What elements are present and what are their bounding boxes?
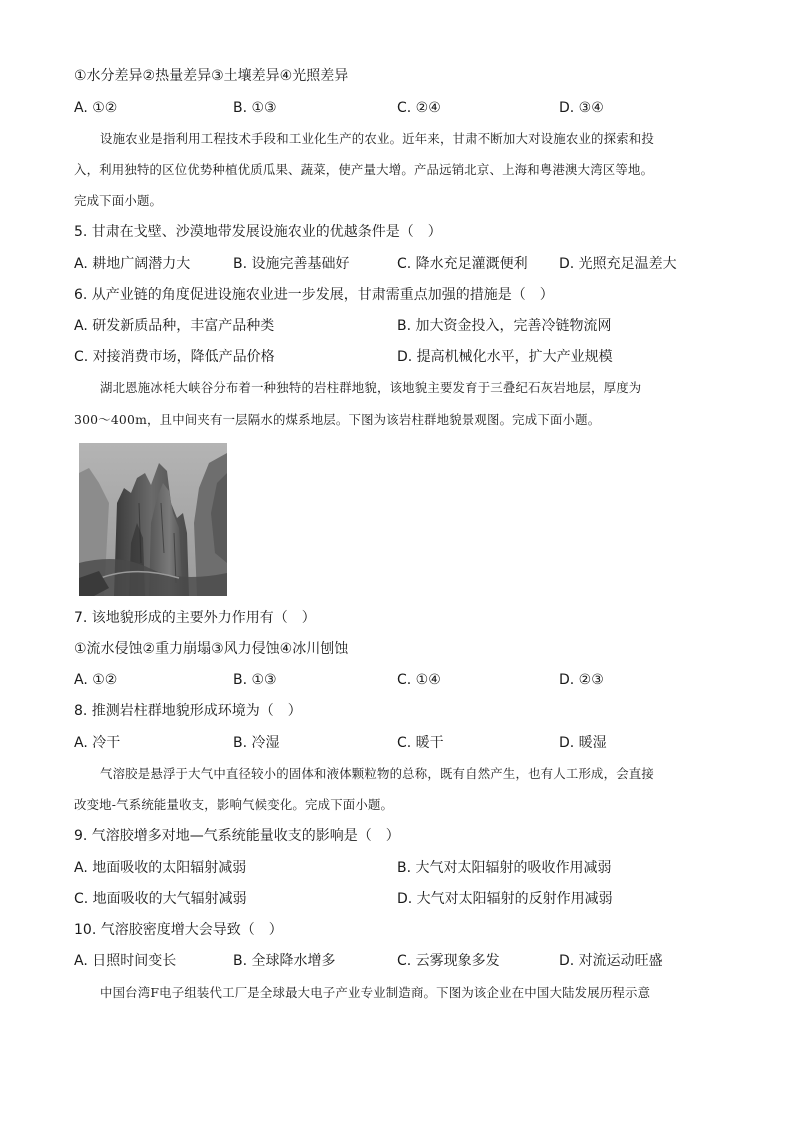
q7-stem: 7. 该地貌形成的主要外力作用有（ ） (74, 610, 316, 626)
q6-stem: 6. 从产业链的角度促进设施农业进一步发展，甘肃需重点加强的措施是（ ） (74, 287, 554, 303)
q7-option-a: A. ①② (74, 672, 118, 688)
rock-pillar-landscape-photo (79, 443, 227, 596)
q7-statements: ①流水侵蚀②重力崩塌③风力侵蚀④冰川刨蚀 (74, 641, 349, 657)
passage-gansu-line-2: 入，利用独特的区位优势种植优质瓜果、蔬菜，使产量大增。产品远销北京、上海和粤港澳大湾区等地。 (74, 162, 654, 177)
q5-option-a: A. 耕地广阔潜力大 (74, 256, 191, 272)
q4-option-b: B. ①③ (233, 100, 277, 116)
q9-option-c: C. 地面吸收的大气辐射减弱 (74, 891, 247, 907)
q6-options-row-1 (74, 317, 720, 335)
passage-gansu-line-3: 完成下面小题。 (74, 193, 163, 208)
q7-options (74, 671, 720, 689)
q6-option-d: D. 提高机械化水平，扩大产业规模 (397, 349, 613, 365)
q10-option-b: B. 全球降水增多 (233, 953, 336, 969)
q5-options (74, 255, 720, 273)
q10-options (74, 952, 720, 970)
q8-options (74, 734, 720, 752)
passage-hubei-line-1: 湖北恩施冰枆大峡谷分布着一种独特的岩柱群地貌，该地貌主要发育于三叠纪石灰岩地层，厚度为 (100, 380, 642, 395)
q9-options-row-2 (74, 890, 720, 908)
q5-option-c: C. 降水充足灌溉便利 (397, 256, 528, 272)
q4-options (74, 99, 720, 117)
q9-stem: 9. 气溶胶增多对地—气系统能量收支的影响是（ ） (74, 828, 400, 844)
q9-option-a: A. 地面吸收的太阳辐射减弱 (74, 860, 247, 876)
q4-option-d: D. ③④ (559, 100, 604, 116)
q6-options-row-2 (74, 348, 720, 366)
q6-option-b: B. 加大资金投入，完善冷链物流网 (397, 318, 612, 334)
q6-option-a: A. 研发新质品种，丰富产品种类 (74, 318, 275, 334)
q10-option-a: A. 日照时间变长 (74, 953, 177, 969)
q8-option-d: D. 暖湿 (559, 735, 607, 751)
passage-hubei-line-2: 300～400m，且中间夹有一层隔水的煤系地层。下图为该岩柱群地貌景观图。完成下面小题。 (74, 412, 601, 427)
passage-foxconn-line-1: 中国台湾F电子组装代工厂是全球最大电子产业专业制造商。下图为该企业在中国大陆发展历程示意 (100, 985, 651, 1000)
q10-option-d: D. 对流运动旺盛 (559, 953, 663, 969)
q8-option-a: A. 冷干 (74, 735, 121, 751)
q10-stem: 10. 气溶胶密度增大会导致（ ） (74, 922, 283, 938)
q5-option-b: B. 设施完善基础好 (233, 256, 350, 272)
passage-gansu-line-1: 设施农业是指利用工程技术手段和工业化生产的农业。近年来，甘肃不断加大对设施农业的探索和投 (100, 131, 654, 146)
q6-option-c: C. 对接消费市场，降低产品价格 (74, 349, 275, 365)
q4-statements: ①水分差异②热量差异③土壤差异④光照差异 (74, 68, 349, 84)
q7-option-c: C. ①④ (397, 672, 441, 688)
q5-stem: 5. 甘肃在戈壁、沙漠地带发展设施农业的优越条件是（ ） (74, 224, 442, 240)
q8-option-c: C. 暖干 (397, 735, 444, 751)
q7-option-d: D. ②③ (559, 672, 604, 688)
q10-option-c: C. 云雾现象多发 (397, 953, 500, 969)
q4-option-c: C. ②④ (397, 100, 441, 116)
q8-option-b: B. 冷湿 (233, 735, 280, 751)
passage-aerosol-line-2: 改变地-气系统能量收支，影响气候变化。完成下面小题。 (74, 797, 394, 812)
q9-option-d: D. 大气对太阳辐射的反射作用减弱 (397, 891, 613, 907)
q7-option-b: B. ①③ (233, 672, 277, 688)
passage-aerosol-line-1: 气溶胶是悬浮于大气中直径较小的固体和液体颗粒物的总称，既有自然产生，也有人工形成，会直接 (100, 766, 654, 781)
q8-stem: 8. 推测岩柱群地貌形成环境为（ ） (74, 703, 302, 719)
q9-options-row-1 (74, 859, 720, 877)
q9-option-b: B. 大气对太阳辐射的吸收作用减弱 (397, 860, 612, 876)
q5-option-d: D. 光照充足温差大 (559, 256, 677, 272)
q4-option-a: A. ①② (74, 100, 118, 116)
